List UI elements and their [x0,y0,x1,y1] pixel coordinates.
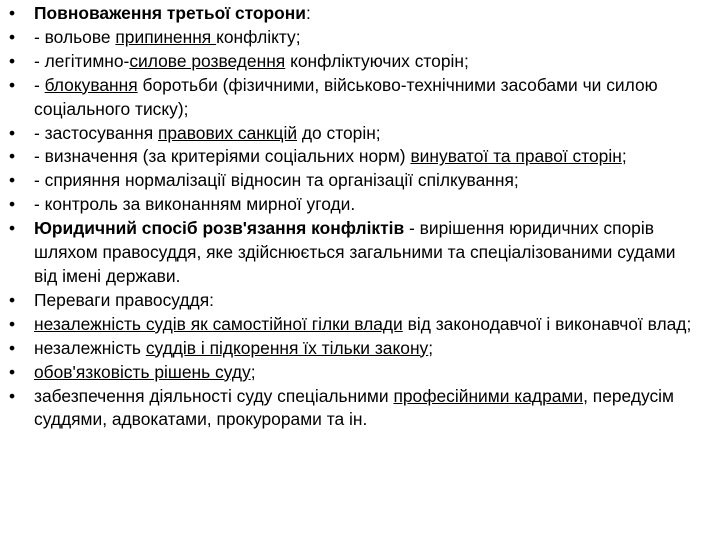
bullet-marker: • [9,337,16,358]
underlined-text: обов'язковість рішень суду [34,361,251,382]
bullet-item [0,289,720,313]
bold-text: Повноваження третьої сторони [34,3,306,23]
bullet-item [0,361,720,385]
bullet-text: - вирішення юридичних спорів шляхом правосуддя, яке здійснюється загальними та спеціалізованими судами від імені держави. [34,218,676,286]
bullet-text: - застосування [34,122,158,143]
underlined-text: суддів і підкорення їх тільки закону [145,337,429,358]
bullet-text: боротьби (фізичними, військово-технічними засобами чи силою соціального тиску); [34,74,658,119]
bullet-text: : [306,3,311,23]
bullet-text: - сприяння нормалізації відносин та організації спілкування; [34,170,519,191]
bullet-marker: • [9,170,16,191]
bullet-item [0,217,720,289]
bullet-text: - контроль за виконанням мирної угоди. [34,194,356,215]
bullet-item [0,74,720,122]
bullet-item [0,145,720,169]
bullet-text: - [34,74,45,95]
bullet-text: , передусім суддями, адвокатами, прокурорами та ін. [34,385,674,430]
bullet-item [0,193,720,217]
bullet-text: до сторін; [297,122,381,143]
underlined-text: блокування [44,74,138,95]
bullet-text: ; [428,337,434,358]
bullet-text: ; [621,146,627,167]
bullet-item [0,385,720,433]
bullet-item [0,50,720,74]
underlined-text: правових санкцій [157,122,298,143]
bullet-marker: • [9,26,16,47]
bullet-item [0,26,720,50]
underlined-text: силове розведення [129,50,286,71]
underlined-text: незалежність судів як самостійної гілки влади [34,313,403,334]
bullet-marker: • [9,74,16,95]
bullet-marker: • [9,3,16,23]
bullet-marker: • [9,361,16,382]
bullet-text: - визначення (за критеріями соціальних норм) [34,146,411,167]
bold-text: Юридичний спосіб розв'язання конфліктів [34,218,405,239]
underlined-text: професійними кадрами [393,385,584,406]
bullet-item [0,122,720,146]
bullet-item [0,313,720,337]
bullet-text: Переваги правосуддя: [34,289,214,310]
bullet-list [0,2,720,432]
bullet-marker: • [9,122,16,143]
bullet-marker: • [9,50,16,71]
bullet-text: ; [250,361,256,382]
bullet-marker: • [9,194,16,215]
bullet-text: конфлікту; [216,26,301,47]
bullet-text: незалежність [34,337,146,358]
underlined-text: припинення [115,26,217,47]
bullet-item [0,337,720,361]
bullet-text: забезпечення діяльності суду спеціальними [34,385,394,406]
bullet-text: конфліктуючих сторін; [285,50,469,71]
bullet-item [0,2,720,26]
bullet-text: - легітимно- [34,50,130,71]
bullet-text: від законодавчої і виконавчої влад; [402,313,692,334]
bullet-marker: • [9,289,16,310]
bullet-marker: • [9,313,16,334]
bullet-marker: • [9,218,16,239]
underlined-text: винуватої та правої сторін [410,146,622,167]
bullet-marker: • [9,385,16,406]
bullet-text: - вольове [34,26,116,47]
bullet-item [0,169,720,193]
bullet-marker: • [9,146,16,167]
